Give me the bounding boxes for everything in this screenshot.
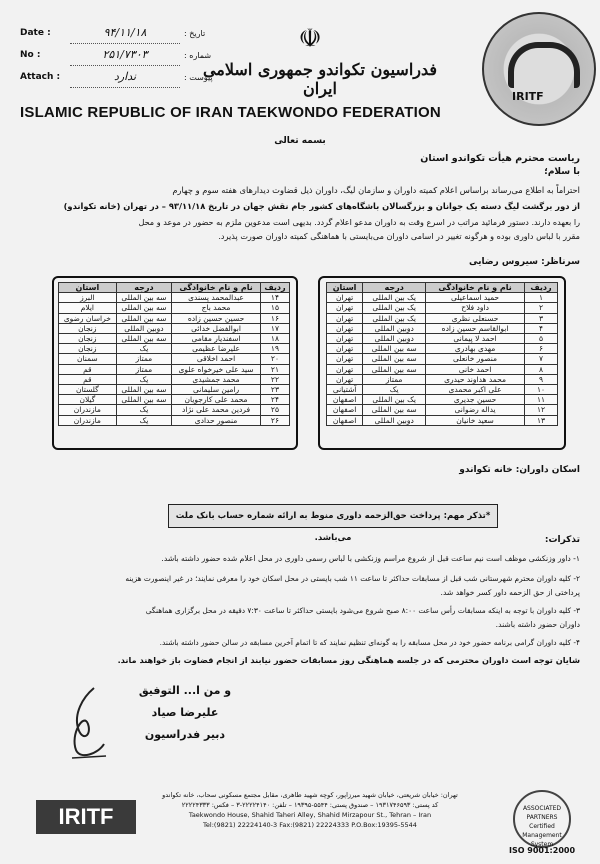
table-row xyxy=(59,385,290,395)
table-cell: ۲۲ xyxy=(260,374,289,384)
federation-name-en: ISLAMIC REPUBLIC OF IRAN TAEKWONDO FEDERATION xyxy=(20,104,441,121)
iso-label: ISO 9001:2000 xyxy=(508,846,576,855)
table-cell: یک xyxy=(363,385,426,395)
note-item: ۲- کلیه داوران محترم شهرستانی شب قبل از مسابقات حداکثر تا ساعت ۱۱ شب بایستی در محل اسکان خود را معرفی نمایند؛ در غیر اینصورت هزینه xyxy=(125,574,580,583)
table-cell: ۱۵ xyxy=(260,303,289,313)
closing-phrase: و من ا... التوفیق xyxy=(138,684,232,697)
table-cell: ۲۵ xyxy=(260,405,289,415)
table-cell: ۱۳ xyxy=(524,415,557,425)
table-cell: اسفندیار مقامی xyxy=(172,334,261,344)
table-row xyxy=(59,293,290,303)
note-item: ۳- کلیه داوران با توجه به اینکه مسابقات رأس ساعت ۸:۰۰ صبح شروع می‌شود بایستی حداکثر تا ساعت ۷:۳۰ دقیقه در محل برگزاری هماهنگی xyxy=(145,606,580,615)
table-row xyxy=(327,313,558,323)
address-fa-line: تهران: خیابان شریعتی، خیابان شهید میرزاپور، کوچه شهید طاهری، مقابل مجتمع مسکونی سحاب، خانه تکواندو xyxy=(162,791,458,799)
table-row xyxy=(327,364,558,374)
table-cell: حسین جدیری xyxy=(426,395,525,405)
table-row xyxy=(327,323,558,333)
table-row xyxy=(59,374,290,384)
table-cell: سه بین المللی xyxy=(363,405,426,415)
table-cell: ۶ xyxy=(524,344,557,354)
recipient: ریاست محترم هیأت تکواندو استان xyxy=(420,153,580,164)
table-cell: ۲ xyxy=(524,303,557,313)
attach-label: Attach : xyxy=(20,71,61,82)
table-cell: ۱۱ xyxy=(524,395,557,405)
number-value: ۲۵۱/۷۳۰۳ xyxy=(70,44,180,66)
table-cell: ۵ xyxy=(524,334,557,344)
table-cell: یک xyxy=(116,374,171,384)
table-cell: حسنعلی نظری xyxy=(426,313,525,323)
federation-name-fa: فدراسیون تکواندو جمهوری اسلامی ایران xyxy=(202,60,438,98)
table-cell: ابوالقاسم حسین زاده xyxy=(426,323,525,333)
table-header-row xyxy=(59,283,290,293)
table-cell: منصور حدادی xyxy=(172,415,261,425)
table-cell: احمد خانی xyxy=(426,364,525,374)
table-cell: زنجان xyxy=(59,323,117,333)
iran-emblem-icon: ☫ xyxy=(298,24,322,54)
table-cell: حسین حسین زاده xyxy=(172,313,261,323)
table-cell: ۱ xyxy=(524,293,557,303)
table-cell: ۲۰ xyxy=(260,354,289,364)
iso-certification xyxy=(494,790,590,860)
column-header: ردیف xyxy=(524,283,557,293)
table-cell: ۴ xyxy=(524,323,557,333)
table-cell: محمد علی کارجویان xyxy=(172,395,261,405)
table-cell: سه بین المللی xyxy=(116,313,171,323)
table-cell: تهران xyxy=(327,323,363,333)
table-cell: تهران xyxy=(327,364,363,374)
table-row xyxy=(327,415,558,425)
signatory-title: دبیر فدراسیون xyxy=(144,728,226,741)
table-cell: ۱۹ xyxy=(260,344,289,354)
table-cell: ۲۴ xyxy=(260,395,289,405)
table-cell: سه بین المللی xyxy=(116,395,171,405)
column-header: نام و نام خانوادگی xyxy=(426,283,525,293)
table-cell: ۱۰ xyxy=(524,385,557,395)
table-cell: سه بین المللی xyxy=(116,385,171,395)
table-cell: ابوالفضل خدائی xyxy=(172,323,261,333)
table-row xyxy=(59,395,290,405)
table-cell: ۲۱ xyxy=(260,364,289,374)
table-row xyxy=(59,313,290,323)
column-header: درجه xyxy=(116,283,171,293)
column-header: استان xyxy=(59,283,117,293)
table-cell: سه بین المللی xyxy=(116,293,171,303)
table-cell: یک xyxy=(116,405,171,415)
table-row xyxy=(327,303,558,313)
attach-value: ندارد xyxy=(70,66,180,88)
column-header: نام و نام خانوادگی xyxy=(172,283,261,293)
table-cell: علیرضا عظیمی xyxy=(172,344,261,354)
table-cell: یک xyxy=(116,415,171,425)
table-cell: گلستان xyxy=(59,385,117,395)
table-cell: مازندران xyxy=(59,405,117,415)
table-cell: سه بین المللی xyxy=(363,354,426,364)
table-cell: تهران xyxy=(327,303,363,313)
chief-supervisor: سرناظر: سیروس رضایی xyxy=(468,257,580,267)
table-cell: ۳ xyxy=(524,313,557,323)
letter-meta xyxy=(20,22,213,88)
table-cell: ممتاز xyxy=(116,354,171,364)
table-cell: ۱۶ xyxy=(260,313,289,323)
table-cell: محمد جمشیدی xyxy=(172,374,261,384)
address-en-line: Tel:(9821) 22224140-3 Fax:(9821) 22224333 P.O.Box:19395-5544 xyxy=(203,821,417,829)
table-cell: اصفهان xyxy=(327,415,363,425)
notes-title: تذکرات: xyxy=(544,535,580,545)
body-paragraph-2: از دور برگشت لیگ دسته یک جوانان و بزرگسالان باشگاه‌های کشور جام نقش جهان در تاریخ ۹۳/۱۱/۱۸ – در تهران (خانه تکواندو) xyxy=(63,201,580,211)
column-header: درجه xyxy=(363,283,426,293)
table-cell: ممتاز xyxy=(116,364,171,374)
address-fa-line: کد پستی: ۱۹۳۱۷۴۶۵۹۳ – صندوق پستی: ۵۵۴۴-۱۹۳۹۵ – تلفن: ۲۲۲۲۴۱۴۰-۳ – فکس: ۲۲۲۲۴۳۳۳ xyxy=(181,801,439,809)
table-row xyxy=(327,334,558,344)
table-row xyxy=(327,344,558,354)
table-cell: تهران xyxy=(327,293,363,303)
table-cell: زنجان xyxy=(59,334,117,344)
table-cell: سه بین المللی xyxy=(116,303,171,313)
table-cell: اصفهان xyxy=(327,395,363,405)
table-cell: ۲۳ xyxy=(260,385,289,395)
federation-logo xyxy=(482,12,596,126)
table-cell: عبدالمحمد پسندی xyxy=(172,293,261,303)
table-cell: سمنان xyxy=(59,354,117,364)
table-cell: رامین سلیمانی xyxy=(172,385,261,395)
table-cell: دوبین المللی xyxy=(363,334,426,344)
table-row xyxy=(327,354,558,364)
table-cell: مازندران xyxy=(59,415,117,425)
date-label: Date : xyxy=(20,27,51,38)
table-cell: ممتاز xyxy=(363,374,426,384)
table-header-row xyxy=(327,283,558,293)
table-row xyxy=(59,405,290,415)
table-cell: سید علی خیرخواه علوی xyxy=(172,364,261,374)
number-label: No : xyxy=(20,49,41,60)
bismillah: بسمه تعالی xyxy=(274,136,326,146)
table-row xyxy=(59,334,290,344)
table-cell: تهران xyxy=(327,334,363,344)
attach-label-fa: : پیوست xyxy=(184,72,213,82)
table-cell: محمد باج xyxy=(172,303,261,313)
table-row xyxy=(59,364,290,374)
table-cell: ۱۴ xyxy=(260,293,289,303)
table-cell: قم xyxy=(59,374,117,384)
table-cell: دوبین المللی xyxy=(363,323,426,333)
table-cell: یک بین المللی xyxy=(363,395,426,405)
note-item: ۴- کلیه داوران گرامی برنامه حضور خود در محل مسابقه را به گونه‌ای تنظیم نمایند که تا اتمام آخرین مسابقه در سالن حضور داشته باشند. xyxy=(159,638,580,647)
table-cell: سه بین المللی xyxy=(363,364,426,374)
table-row xyxy=(327,374,558,384)
logo-text: IRITF xyxy=(512,90,544,103)
note-item: داوران حضور داشته باشند. xyxy=(495,620,580,629)
table-cell: دوبین المللی xyxy=(363,415,426,425)
table-cell: فردین محمد علی نژاد xyxy=(172,405,261,415)
table-cell: گیلان xyxy=(59,395,117,405)
greeting: با سلام؛ xyxy=(544,167,580,177)
column-header: استان xyxy=(327,283,363,293)
column-header: ردیف xyxy=(260,283,289,293)
table-cell: اصفهان xyxy=(327,405,363,415)
table-cell: ۱۲ xyxy=(524,405,557,415)
important-notice: *تذکر مهم: پرداخت حق‌الزحمه داوری منوط به ارائه شماره حساب بانک ملت می‌باشد. xyxy=(168,504,498,528)
referee-table-left xyxy=(58,282,290,426)
table-row xyxy=(59,303,290,313)
table-cell: تهران xyxy=(327,313,363,323)
table-cell: ۹ xyxy=(524,374,557,384)
table-cell: ۱۸ xyxy=(260,334,289,344)
table-row xyxy=(327,395,558,405)
table-cell: سه بین المللی xyxy=(116,334,171,344)
body-paragraph-1: احتراماً به اطلاع می‌رساند براساس اعلام کمیته داوران و سازمان لیگ، داوران ذیل قضاوت دیدارهای هفته سوم و چهارم xyxy=(172,185,580,195)
address-en-line: Taekwondo House, Shahid Taheri Alley, Shahid Mirzapour St., Tehran – Iran xyxy=(188,811,432,819)
table-cell: یداله رضوانی xyxy=(426,405,525,415)
number-label-fa: : شماره xyxy=(184,50,212,60)
table-cell: تهران xyxy=(327,354,363,364)
table-cell: سعید خانیان xyxy=(426,415,525,425)
table-row xyxy=(59,415,290,425)
certification-seal: ASSOCIATED PARTNERS Certified Management System xyxy=(513,790,571,848)
signatory-name: علیرضا صیاد xyxy=(151,706,219,719)
handwritten-signature xyxy=(64,684,112,764)
table-cell: قم xyxy=(59,364,117,374)
table-cell: مهدی بهادری xyxy=(426,344,525,354)
date-value: ۹۴/۱۱/۱۸ xyxy=(70,22,180,44)
footer-address xyxy=(150,790,470,830)
referee-table-right xyxy=(326,282,558,426)
table-cell: زنجان xyxy=(59,344,117,354)
note-item: پرداختی از حق الزحمه داور کسر خواهد شد. xyxy=(440,588,580,597)
body-paragraph-4: مقرر با لباس داوری بوده و هرگونه تغییر در اسامی داوران می‌بایستی با هماهنگی کمیته داوران صورت پذیرد. xyxy=(218,231,580,241)
attendance-warning: شایان توجه است داوران محترمی که در جلسه هماهنگی روز مسابقات حضور نیابند از انجام قضاوت باز خواهند ماند. xyxy=(117,655,580,665)
referee-accommodation: اسکان داوران: خانه تکواندو xyxy=(459,465,580,475)
table-cell: علی اکبر محمدی xyxy=(426,385,525,395)
body-paragraph-3: را بعهده دارند. دستور فرمائید مراتب در اسرع وقت به داوران مدعو اعلام گردد. بدیهی است مدعوین ملزم به حضور در موعد و محل xyxy=(138,217,580,227)
table-cell: یک بین المللی xyxy=(363,293,426,303)
table-cell: ایلام xyxy=(59,303,117,313)
table-row xyxy=(59,344,290,354)
table-cell: یک xyxy=(116,344,171,354)
table-cell: حمید اسماعیلی xyxy=(426,293,525,303)
table-row xyxy=(59,354,290,364)
table-cell: احمد اخلاقی xyxy=(172,354,261,364)
table-cell: تهران xyxy=(327,374,363,384)
table-cell: منصور خانعلی xyxy=(426,354,525,364)
table-cell: محمد هداوند حیدری xyxy=(426,374,525,384)
table-cell: سه بین المللی xyxy=(363,344,426,354)
table-cell: یک بین المللی xyxy=(363,303,426,313)
table-cell: ۲۶ xyxy=(260,415,289,425)
date-label-fa: : تاریخ xyxy=(184,28,206,38)
table-cell: داود فلاح xyxy=(426,303,525,313)
footer-logo: IRITF xyxy=(36,800,136,834)
table-cell: احمد لا پیمانی xyxy=(426,334,525,344)
table-row xyxy=(327,293,558,303)
table-cell: خراسان رضوی xyxy=(59,313,117,323)
table-cell: آشتیانی xyxy=(327,385,363,395)
note-item: ۱- داور وزنکشی موظف است نیم ساعت قبل از شروع مراسم وزنکشی با لباس رسمی داوری در محل اعلام شده حضور داشته باشد. xyxy=(161,554,580,563)
table-cell: البرز xyxy=(59,293,117,303)
table-cell: دوبین المللی xyxy=(116,323,171,333)
taekwondo-mark-icon xyxy=(508,42,580,88)
table-row xyxy=(327,385,558,395)
table-cell: ۱۷ xyxy=(260,323,289,333)
table-cell: یک بین المللی xyxy=(363,313,426,323)
table-cell: تهران xyxy=(327,344,363,354)
table-cell: ۷ xyxy=(524,354,557,364)
table-row xyxy=(327,405,558,415)
table-cell: ۸ xyxy=(524,364,557,374)
table-row xyxy=(59,323,290,333)
